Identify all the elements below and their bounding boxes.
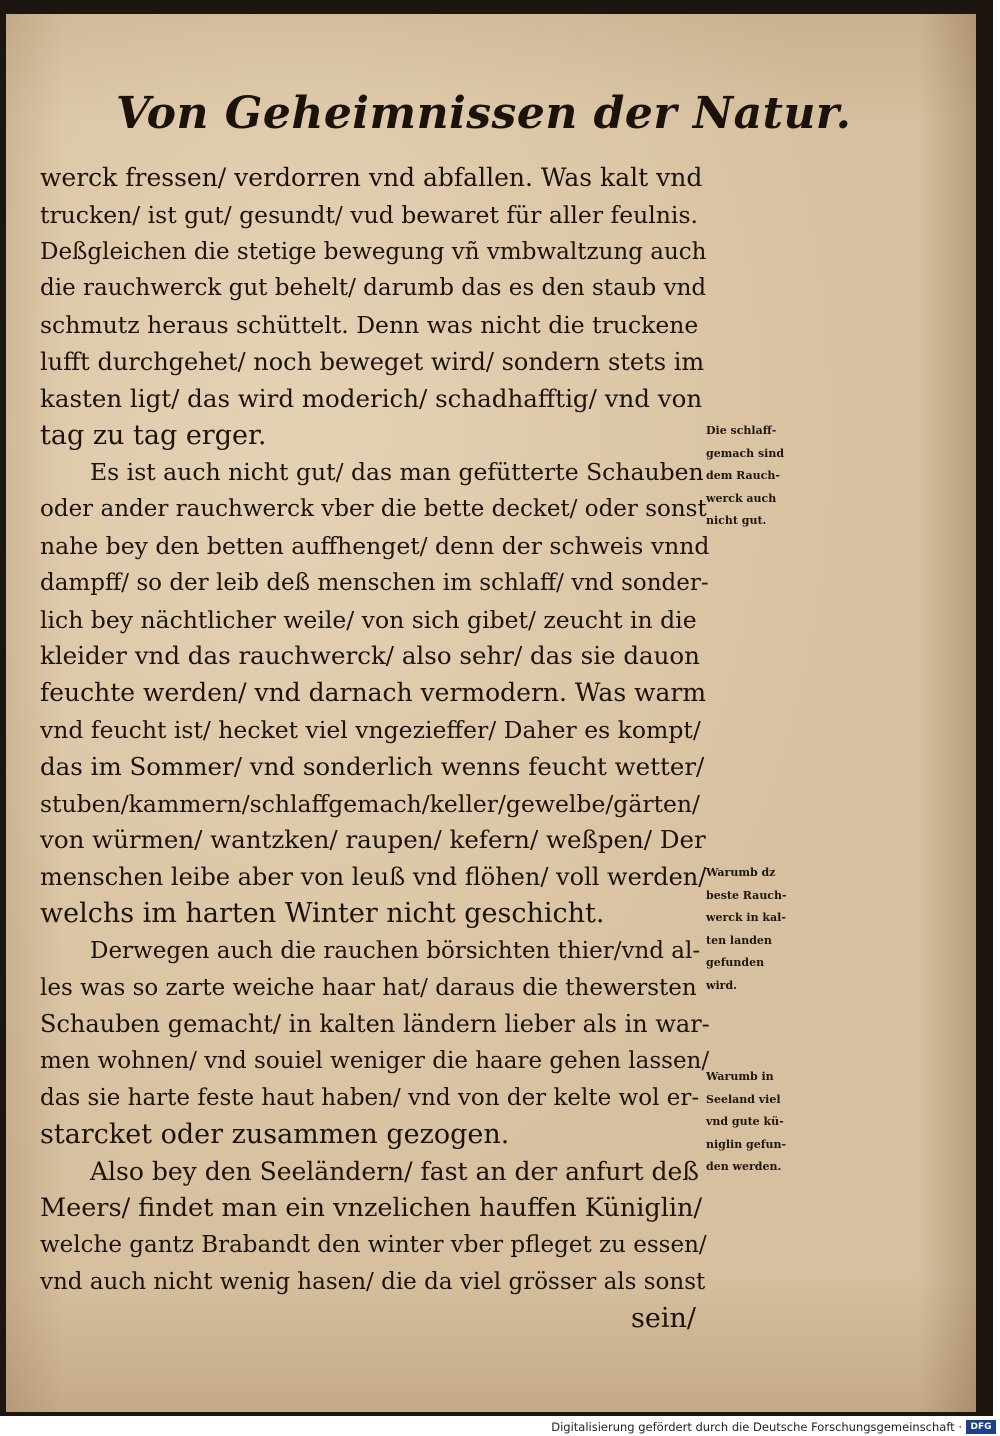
text-line: das sie harte feste haut haben/ vnd von der kelte wol er- [40,1084,700,1111]
marginal-note-line: vnd gute kü- [706,1115,784,1128]
text-line: lich bey nächtlicher weile/ von sich gibet/ zeucht in die [40,605,697,634]
digitization-credit: Digitalisierung gefördert durch die Deutsche Forschungsgemeinschaft · [551,1420,962,1434]
marginal-note-line: werck auch [706,491,777,505]
text-line: dampff/ so der leib deß menschen im schlaff/ vnd sonder- [40,569,709,596]
marginal-note-line: Die schlaff- [706,424,777,437]
marginal-note-line: niglin gefun- [706,1137,787,1151]
marginal-note-line: gemach sind [706,446,785,460]
dfg-logo: DFG [966,1420,996,1434]
text-line: die rauchwerck gut behelt/ darumb das es den staub vnd [40,275,707,302]
text-line: starcket oder zusammen gezogen. [40,1118,510,1150]
text-line: welchs im harten Winter nicht geschicht. [40,897,605,929]
marginal-note [706,420,836,533]
marginal-note-line: ten landen [706,933,772,947]
marginal-note-line: Warumb in [706,1070,774,1083]
marginal-note [706,862,836,997]
marginal-note-line: dem Rauch- [706,469,780,482]
text-line: nahe bey den betten auffhenget/ denn der schweis vnnd [40,531,710,560]
marginal-note-line: nicht gut. [706,514,767,527]
text-line: vnd feucht ist/ hecket viel vngezieffer/ Daher es kompt/ [40,715,701,744]
text-line: menschen leibe aber von leuß vnd flöhen/ voll werden/ [40,863,707,892]
text-line: oder ander rauchwerck vber die bette decket/ oder sonst [40,496,707,523]
text-line: kasten ligt/ das wird moderich/ schadhafftig/ vnd von [40,383,703,413]
marginal-note-line: Warumb dz [706,866,776,879]
text-line: Deßgleichen die stetige bewegung vñ vmbwaltzung auch [40,238,707,265]
marginal-note-line: werck in kal- [706,911,786,924]
marginal-note-line: gefunden [706,956,765,969]
paragraph-start-line: Es ist auch nicht gut/ das man gefütterte Schauben [90,458,704,487]
running-head: Von Geheimnissen der Natur. [116,88,852,139]
paragraph-start-line: Also bey den Seeländern/ fast an der anfurt deß [90,1156,699,1186]
text-line: das im Sommer/ vnd sonderlich wenns feucht wetter/ [40,751,705,781]
text-line: lufft durchgehet/ noch beweget wird/ sondern stets im [40,347,705,376]
marginal-note [706,1066,836,1179]
book-page [6,14,976,1412]
body-text [40,160,710,1338]
paragraph-start-line: Derwegen auch die rauchen börsichten thier/vnd al- [90,937,701,964]
text-line: von würmen/ wantzken/ raupen/ kefern/ weßpen/ Der [40,825,706,855]
text-line: schmutz heraus schüttelt. Denn was nicht die truckene [40,311,699,340]
text-line: les was so zarte weiche haar hat/ daraus die thewersten [40,974,697,1001]
text-line: kleider vnd das rauchwerck/ also sehr/ das sie dauon [40,641,700,671]
marginal-note-line: wird. [706,978,737,992]
catchword: sein/ [631,1302,696,1334]
text-line: vnd auch nicht wenig hasen/ die da viel grösser als sonst [40,1268,706,1295]
text-line: trucken/ ist gut/ gesundt/ vud bewaret für aller feulnis. [40,200,698,229]
text-line: Schauben gemacht/ in kalten ländern lieber als in war- [40,1010,710,1039]
text-line: Meers/ findet man ein vnzelichen hauffen Küniglin/ [40,1193,703,1224]
marginal-note-line: beste Rauch- [706,888,787,902]
marginal-note-line: Seeland viel [706,1092,781,1106]
text-line: welche gantz Brabandt den winter vber pfleget zu essen/ [40,1232,707,1259]
text-line: stuben/kammern/schlaffgemach/keller/gewelbe/gärten/ [40,789,700,818]
text-line: tag zu tag erger. [40,419,267,451]
text-line: werck fressen/ verdorren vnd abfallen. Was kalt vnd [40,163,703,192]
marginal-note-line: den werden. [706,1160,782,1173]
text-line: feuchte werden/ vnd darnach vermodern. Was warm [40,678,707,708]
text-line: men wohnen/ vnd souiel weniger die haare gehen lassen/ [40,1048,710,1075]
